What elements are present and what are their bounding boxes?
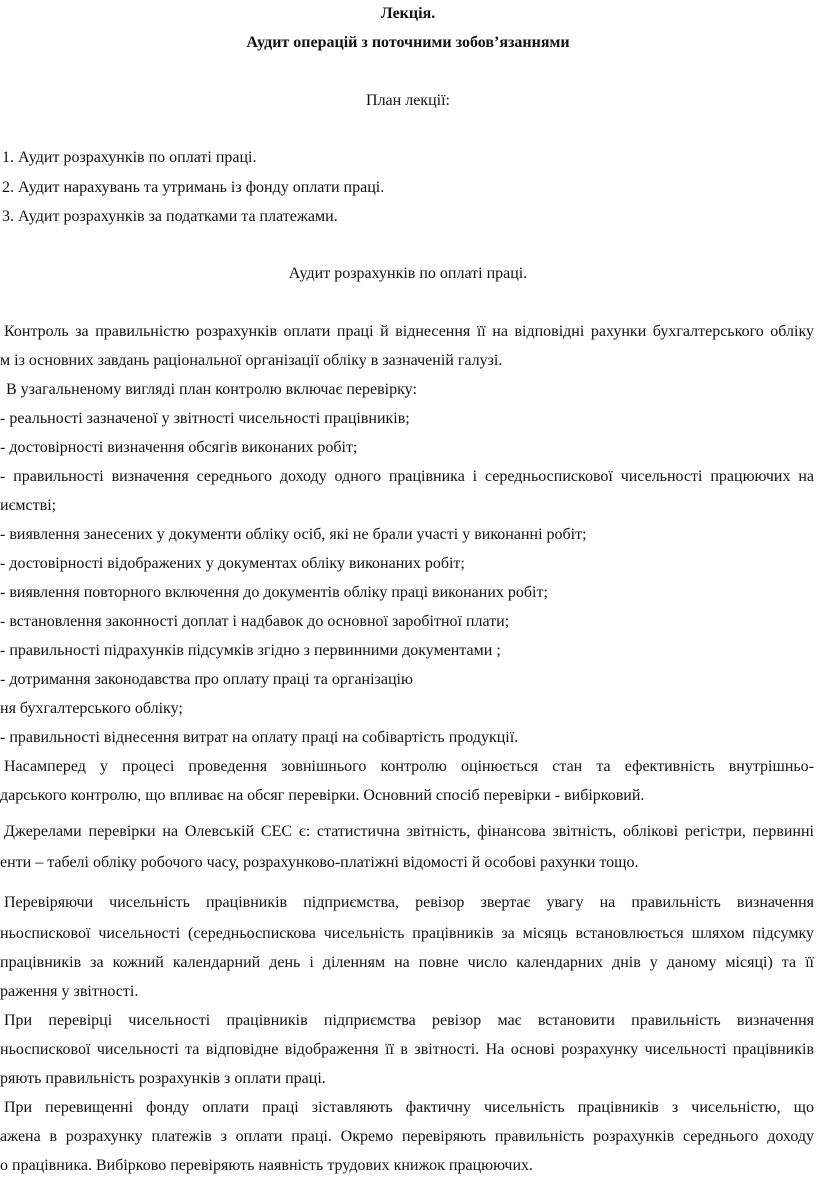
paragraph-line: При перевищенні фонду оплати праці зіставляють фактичну чисельність працівників з чисельністю, що bbox=[4, 1099, 814, 1116]
paragraph-line: дарського контролю, що впливає на обсяг перевірки. Основний спосіб перевірки - вибірковий. bbox=[0, 787, 645, 804]
list-item: - достовірності відображених у документах обліку виконаних робіт; bbox=[0, 555, 465, 572]
list-item: - дотримання законодавства про оплату праці та організацію bbox=[0, 671, 413, 688]
list-item-continued: ня бухгалтерського обліку; bbox=[0, 700, 183, 717]
plan-item: 3. Аудит розрахунків за податками та платежами. bbox=[2, 208, 338, 225]
paragraph-line: енти – табелі обліку робочого часу, розрахунково-платіжні відомості й особові рахунки тощо. bbox=[0, 854, 639, 871]
plan-item: 2. Аудит нарахувань та утримань із фонду оплати праці. bbox=[2, 179, 385, 196]
paragraph-line: ньоспискової чисельності (середньоспискова чисельність працівників за місяць встановлюється шляхом підсумку bbox=[0, 925, 814, 942]
list-item: - достовірності визначення обсягів виконаних робіт; bbox=[0, 439, 358, 456]
paragraph-line: ряють правильність розрахунків з оплати праці. bbox=[0, 1070, 326, 1087]
lecture-label: Лекція. bbox=[380, 5, 436, 22]
paragraph-line: Перевіряючи чисельність працівників підприємства, ревізор звертає увагу на правильність визначення bbox=[4, 894, 814, 911]
paragraph-line: При перевірці чисельності працівників підприємства ревізор має встановити правильність визначення bbox=[4, 1012, 814, 1029]
list-item: - правильності визначення середнього доходу одного працівника і середньоспискової чисельності працюючих на bbox=[0, 468, 814, 485]
paragraph-line: В узагальненому вигляді план контролю включає перевірку: bbox=[6, 381, 417, 398]
paragraph-line: Насамперед у процесі проведення зовнішнього контролю оцінюється стан та ефективність внутрішньо- bbox=[4, 758, 814, 775]
paragraph-line: працівників за кожний календарний день і діленням на повне число календарних днів у даному місяці) та її bbox=[0, 954, 814, 971]
paragraph-line: о працівника. Вибірково перевіряють наявність трудових книжок працюючих. bbox=[0, 1157, 534, 1174]
section-heading: Аудит розрахунків по оплаті праці. bbox=[288, 265, 528, 282]
list-item: - виявлення повторного включення до документів обліку праці виконаних робіт; bbox=[0, 584, 548, 601]
paragraph-line: м із основних завдань раціональної організації обліку в зазначеній галузі. bbox=[0, 352, 503, 369]
plan-item: 1. Аудит розрахунків по оплаті праці. bbox=[2, 149, 257, 166]
paragraph-line: ажена в розрахунку платежів з оплати праці. Окремо перевіряють правильність розрахунків середнього доходу bbox=[0, 1128, 814, 1145]
list-item: - реальності зазначеної у звітності чисельності працівників; bbox=[0, 410, 410, 427]
list-item: - встановлення законності доплат і надбавок до основної заробітної плати; bbox=[0, 613, 510, 630]
list-item: - виявлення занесених у документи обліку осіб, які не брали участі у виконанні робіт; bbox=[0, 526, 587, 543]
paragraph-line: Контроль за правильністю розрахунків оплати праці й віднесення її на відповідні рахунки бухгалтерського обліку bbox=[4, 323, 814, 340]
plan-heading: План лекції: bbox=[366, 92, 450, 109]
list-item: - правильності підрахунків підсумків згідно з первинними документами ; bbox=[0, 642, 501, 659]
paragraph-line: Джерелами перевірки на Олевській СЕС є: статистична звітність, фінансова звітність, облікові регістри, первинні bbox=[4, 823, 814, 840]
lecture-title: Аудит операцій з поточними зобов’язаннями bbox=[246, 34, 570, 51]
paragraph-line: ньоспискової чисельності та відповідне відображення її в звітності. На основі розрахунку чисельності працівників bbox=[0, 1041, 814, 1058]
list-item-continued: иємстві; bbox=[0, 497, 57, 514]
paragraph-line: раження у звітності. bbox=[0, 983, 139, 1000]
list-item: - правильності віднесення витрат на оплату праці на собівартість продукції. bbox=[0, 729, 519, 746]
